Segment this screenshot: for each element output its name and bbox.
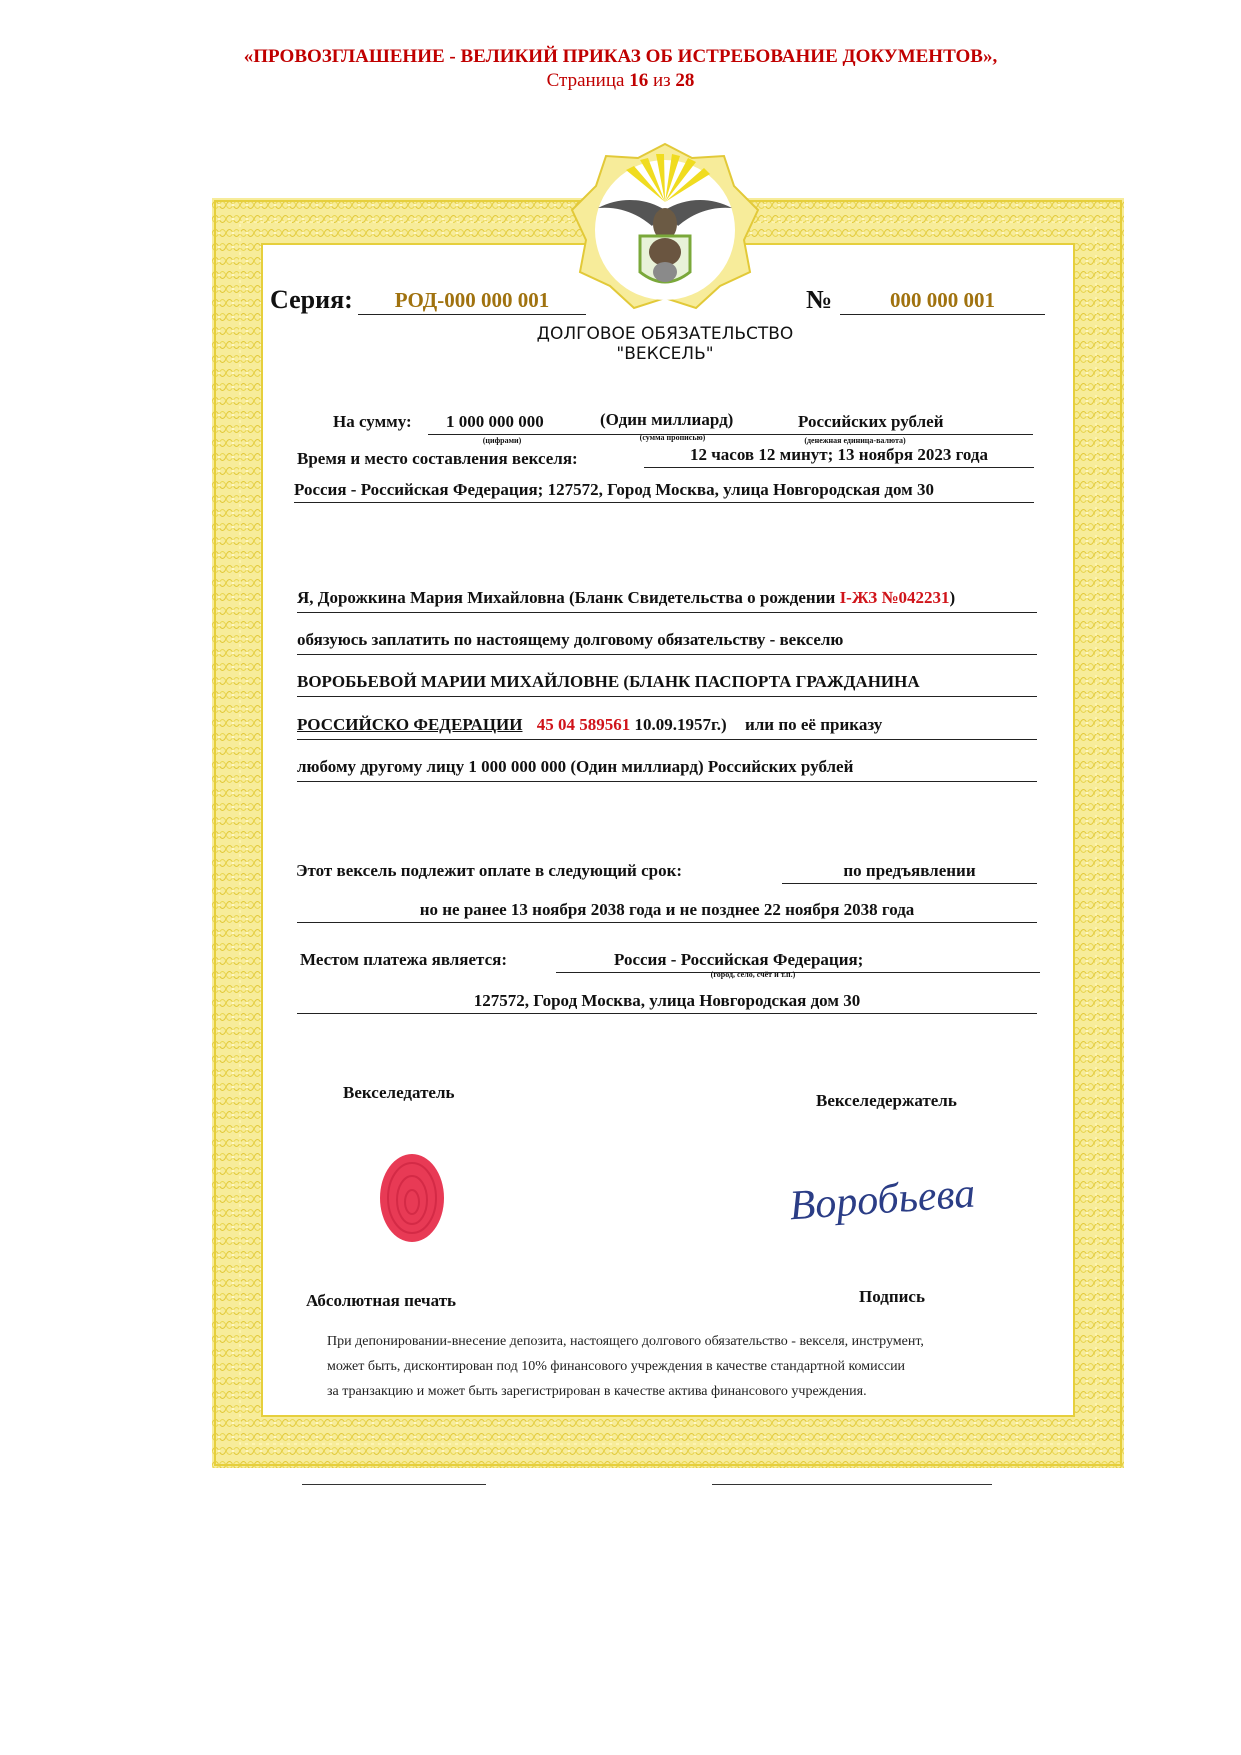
signature-text: Воробьева — [788, 1170, 977, 1230]
hint-digits: (цифрами) — [482, 436, 522, 445]
document-title: «ПРОВОЗГЛАШЕНИЕ - ВЕЛИКИЙ ПРИКАЗ ОБ ИСТРЕБОВАНИЕ ДОКУМЕНТОВ», — [243, 46, 998, 67]
pay-value: Россия - Российская Федерация; — [614, 950, 864, 969]
promise-line-1 — [297, 588, 1037, 613]
sum-line — [428, 412, 1033, 435]
pay-hint: (город, село, счёт и т.п.) — [710, 970, 796, 979]
series-field — [358, 288, 586, 315]
page-word: Страница — [546, 70, 625, 91]
place-value: Россия - Российская Федерация; 127572, Город Москва, улица Новгородская дом 30 — [294, 480, 1034, 503]
note-title-line2: "ВЕКСЕЛЬ" — [616, 344, 714, 364]
series-row — [270, 285, 353, 315]
fingerprint-seal-icon — [374, 1150, 450, 1246]
sum-label: На сумму: — [333, 412, 412, 431]
promise-line-2: обязуюсь заплатить по настоящему долговому обязательству - векселю — [297, 630, 1037, 655]
passport-date: 10.09.1957г.) — [634, 715, 727, 734]
or-order-text: или по её приказу — [744, 715, 883, 734]
page-of: из — [652, 70, 671, 91]
signature-line-right — [712, 1484, 992, 1485]
page-current: 16 — [629, 70, 649, 91]
number-value: 000 000 001 — [890, 288, 995, 312]
sum-digits: 1 000 000 000 — [446, 412, 544, 431]
note-title — [0, 324, 1241, 364]
seal-caption: Абсолютная печать — [306, 1291, 457, 1310]
birth-cert-number: I-ЖЗ №042231 — [839, 588, 950, 607]
number-label: № — [806, 285, 833, 314]
series-label: Серия: — [270, 285, 353, 314]
rf-text: РОССИЙСКО ФЕДЕРАЦИИ — [297, 715, 523, 734]
time-value: 12 часов 12 минут; 13 ноября 2023 года — [644, 445, 1034, 468]
sign-caption: Подпись — [859, 1287, 925, 1306]
note-title-line1: ДОЛГОВОЕ ОБЯЗАТЕЛЬСТВО — [536, 324, 794, 344]
series-value: РОД-000 000 001 — [394, 288, 550, 312]
page-counter — [0, 70, 1241, 92]
passport-number: 45 04 589561 — [536, 715, 631, 734]
sum-words: (Один миллиард) — [600, 410, 734, 429]
time-label: Время и место составления векселя: — [297, 449, 578, 468]
signature-line-left — [302, 1484, 486, 1485]
emblem-eagle-bear-icon — [568, 140, 762, 312]
page-total: 28 — [675, 70, 695, 91]
holder-label: Векселедержатель — [816, 1091, 957, 1110]
footer-line-2: может быть, дисконтирован под 10% финансового учреждения в качестве стандартной комиссии — [327, 1359, 906, 1374]
number-field — [840, 288, 1045, 315]
certificate-frame — [212, 198, 1124, 1468]
promise-line-3: ВОРОБЬЕВОЙ МАРИИ МИХАЙЛОВНЕ (БЛАНК ПАСПОРТА ГРАЖДАНИНА — [297, 672, 1037, 697]
drawer-label: Векселедатель — [343, 1083, 455, 1102]
issuer-text: Я, Дорожкина Мария Михайловна (Бланк Свидетельства о рождении — [297, 588, 840, 607]
pay-address: 127572, Город Москва, улица Новгородская дом 30 — [297, 991, 1037, 1014]
hint-words: (сумма прописью) — [639, 433, 706, 442]
issuer-text-end: ) — [949, 588, 956, 607]
document-header — [0, 46, 1241, 68]
pay-label: Местом платежа является: — [300, 950, 508, 969]
term-value: по предъявлении — [782, 861, 1037, 884]
footer-note — [327, 1329, 1057, 1404]
term-range: но не ранее 13 ноября 2038 года и не позднее 22 ноября 2038 года — [297, 900, 1037, 923]
promise-line-5: любому другому лицу 1 000 000 000 (Один миллиард) Российских рублей — [297, 757, 1037, 782]
footer-line-1: При депонировании-внесение депозита, настоящего долгового обязательство - векселя, инструмент, — [327, 1334, 924, 1349]
promise-line-4 — [297, 715, 1037, 740]
hint-currency: (денежная единица-валюта) — [804, 436, 906, 445]
handwritten-signature — [786, 1168, 1016, 1238]
term-label: Этот вексель подлежит оплате в следующий срок: — [296, 861, 683, 880]
footer-line-3: за транзакцию и может быть зарегистрирован в качестве актива финансового учреждения. — [327, 1384, 867, 1399]
sum-currency: Российских рублей — [798, 412, 944, 431]
